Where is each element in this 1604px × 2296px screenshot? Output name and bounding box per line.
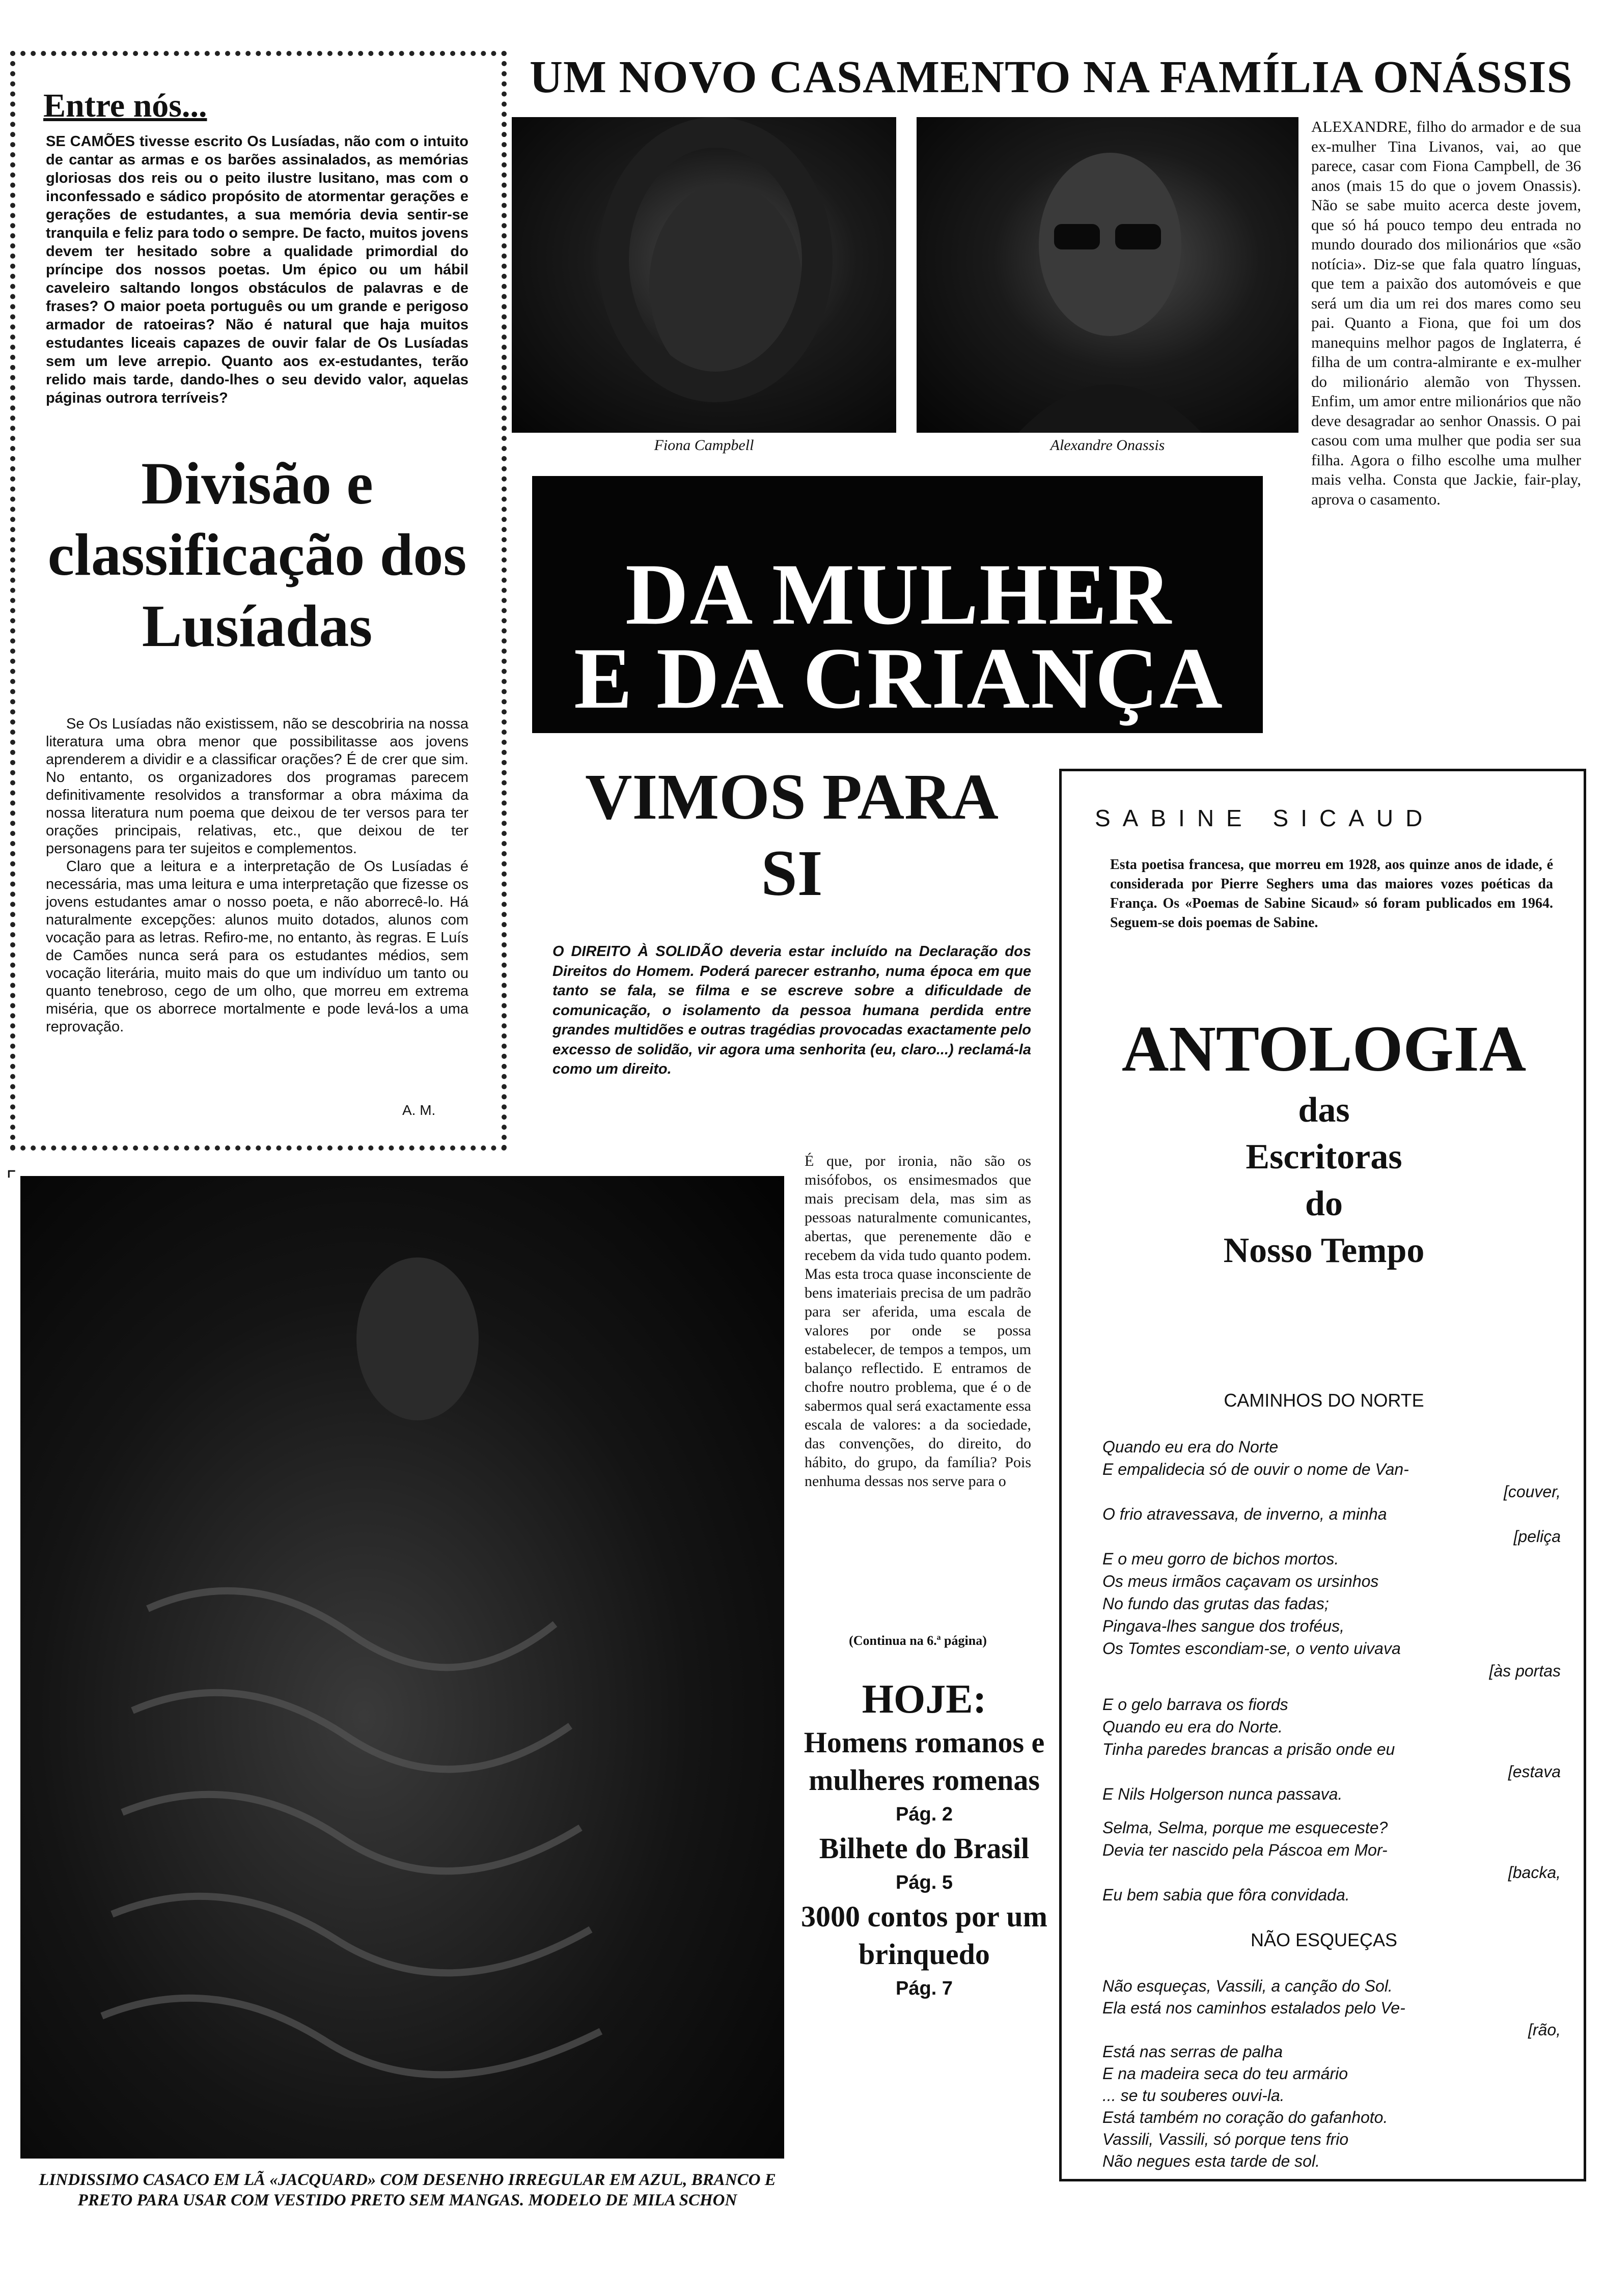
poem-title: CAMINHOS DO NORTE (1224, 1390, 1424, 1411)
poem-line: Devia ter nascido pela Páscoa em Mor- (1102, 1841, 1388, 1859)
fiona-photo (512, 117, 896, 433)
poem-line: [peliça (1513, 1527, 1561, 1546)
poem-line: Ela está nos caminhos estalados pelo Ve- (1102, 1999, 1405, 2017)
alexandre-photo (917, 117, 1298, 433)
alexandre-article: ALEXANDRE, filho do armador e de sua ex-mulher Tina Livanos, vai, ao que parece, casar com Fiona Campbell, de 36 anos (mais 15 do que o jovem Onassis). Não se sabe muito acerca deste jovem, que só há pouco tempo deu entrada no mundo dourado dos milionários que «são notícia». Diz-se que fala quatro línguas, que tem a paixão dos automóveis e que será um dia um rei dos mares como seu pai. Quanto a Fiona, que foi um dos manequins melhor pagos de Inglaterra, é filha de um contra-almirante e ex-mulher do milionário alemão von Thyssen. Enfim, um amor entre milionários que não deve desagradar ao senhor Onassis. O pai casou com uma mulher que podia ser sua filha. Agora o filho escolhe uma mulher mais velha. Consta que Jackie, fair-play, aprova o casamento. (1311, 118, 1581, 508)
poem-line: E empalidecia só de ouvir o nome de Van- (1102, 1460, 1409, 1478)
antologia-das: das (1298, 1090, 1350, 1130)
fiona-caption: Fiona Campbell (654, 437, 754, 454)
banner-line-2: E DA CRIANÇA (574, 630, 1224, 727)
poem-line: Tinha paredes brancas a prisão onde eu (1102, 1740, 1395, 1758)
alexandre-caption: Alexandre Onassis (1050, 437, 1165, 454)
alexandre-portrait-shape (917, 117, 1298, 433)
divisao-paragraph: Claro que a leitura e a interpretação de Os Lusíadas é necessária, mas uma leitura e uma interpretação que fizesse os jovens estudantes amar o nosso poeta, e não aborrecê-lo. Há naturalmente excepções: alunos muito dotados, alunos com vocação para as letras. Refiro-me, no entanto, às regras. E Luís de Camões nunca será para os estudantes médios, sem vocação literária, muito mais do que um indivíduo um tanto ou quanto tenebroso, cego de um olho, que morreu em extrema miséria, que os aborrece mortalmente e pode levá-los a uma reprovação. (46, 858, 468, 1035)
poem-line: No fundo das grutas das fadas; (1102, 1594, 1329, 1613)
poem-nao-esquecas (1102, 1975, 1561, 2172)
fashion-photo-pattern (20, 1176, 784, 2159)
poem-line: Está nas serras de palha (1102, 2042, 1283, 2061)
antologia-escritoras: Escritoras (1246, 1137, 1402, 1177)
poem-line: [backa, (1508, 1863, 1561, 1882)
vimos-body: É que, por ironia, não são os misófobos, os ensimesmados que mais precisam dela, mas sim as pessoas naturalmente comunicantes, abertas, que perenemente dão e recebem da vida tudo quanto podem. Mas esta troca quase inconsciente de bens imateriais precisa de um padrão para ser aferida, uma escala de valores por onde se possa estabelecer, de tempos a tempos, um balanço reflectido. E entramos de chofre noutro problema, que é o de sabermos qual será exactamente essa escala de valores: a da sociedade, das convenções, do direito, do hábito, do grupo, da família? Pois nenhuma dessas nos serve para o (805, 1153, 1031, 1490)
hoje-item-page: Pág. 5 (896, 1872, 953, 1893)
entre-nos-title: Entre nós... (43, 87, 207, 124)
section-banner (532, 476, 1263, 733)
vimos-title: VIMOS PARA SI (585, 761, 999, 909)
continua-note: (Continua na 6.ª página) (849, 1633, 987, 1648)
antologia-nosso-tempo: Nosso Tempo (1223, 1231, 1425, 1270)
hoje-item: Bilhete do Brasil (819, 1832, 1030, 1865)
poem-line: Os meus irmãos caçavam os ursinhos (1102, 1572, 1379, 1590)
poem-line: E o meu gorro de bichos mortos. (1102, 1550, 1339, 1568)
poem-line: Os Tomtes escondiam-se, o vento uivava (1102, 1639, 1401, 1658)
poem-line: O frio atravessava, de inverno, a minha (1102, 1505, 1387, 1523)
poem-line: [estava (1508, 1762, 1561, 1781)
entre-nos-body: SE CAMÕES tivesse escrito Os Lusíadas, não com o intuito de cantar as armas e os barões assinalados, as memórias gloriosas dos reis ou o peito ilustre lusitano, mas com o inconfessado e sádico propósito de atormentar gerações e gerações de estudantes, a sua memória devia sentir-se tranquila e feliz para todo o sempre. De facto, muitos jovens devem ter hesitado sobre a qualidade primordial do príncipe dos nossos poetas. Um épico ou um hábil caveleiro saltando longos obstáculos de palavras e de frases? O maior poeta português ou um grande e perigoso armador de ratoeiras? Não é natural que haja muitos estudantes liceais capazes de ouvir falar de Os Lusíadas sem um leve arrepio. Quanto aos ex-estudantes, terão relido mais tarde, dando-lhes o seu devido valor, aquelas páginas outrora terríveis? (46, 133, 468, 406)
fashion-photo (20, 1176, 784, 2159)
poem-line: E Nils Holgerson nunca passava. (1102, 1785, 1343, 1803)
poem-line: Quando eu era do Norte (1102, 1438, 1279, 1456)
poem-line: Pingava-lhes sangue dos troféus, (1102, 1617, 1344, 1635)
banner-line-1: DA MULHER (625, 546, 1172, 643)
poem-line: [rão, (1528, 2021, 1561, 2039)
poem-title: NÃO ESQUEÇAS (1250, 1929, 1398, 1950)
poem-caminhos-do-norte (1102, 1436, 1561, 1906)
vimos-lead: O DIREITO À SOLIDÃO deveria estar incluído na Declaração dos Direitos do Homem. Poderá parecer estranho, numa época em que tanto se fala, se filma e se escreve sobre a dificuldade de comunicação, o isolamento da pessoa humana perdida entre grandes multidões e outras tragédias provocadas exactamente pelo excesso de solidão, vir agora uma senhorita (eu, claro...) reclamá-la como um direito. (552, 943, 1031, 1077)
fiona-portrait-shape (512, 117, 896, 433)
poem-line: Está também no coração do gafanhoto. (1102, 2108, 1388, 2126)
antologia-do: do (1305, 1184, 1343, 1223)
poem-line: ... se tu souberes ouvi-la. (1102, 2086, 1285, 2105)
hoje-title: HOJE: (862, 1677, 987, 1722)
hoje-item-page: Pág. 7 (896, 1978, 953, 1999)
poem-line: Não negues esta tarde de sol. (1102, 2152, 1320, 2170)
divisao-body (46, 715, 468, 1036)
antologia-title (1069, 1011, 1579, 1274)
divisao-signature: A. M. (402, 1102, 436, 1118)
poem-line: [couver, (1503, 1482, 1561, 1501)
poem-line: Quando eu era do Norte. (1102, 1718, 1283, 1736)
hoje-item: Homens romanos e mulheres romenas (804, 1726, 1045, 1797)
poem-line: E na madeira seca do teu armário (1102, 2064, 1348, 2083)
divisao-title: Divisão e classificação dos Lusíadas (47, 450, 467, 659)
corner-mark: ⌜ (6, 1167, 17, 1192)
poem-line: Selma, Selma, porque me esqueceste? (1102, 1818, 1388, 1837)
sabine-intro: Esta poetisa francesa, que morreu em 1928, aos quinze anos de idade, é considerada por Pierre Seghers uma das maiores vozes poéticas da França. Os «Poemas de Sabine Sicaud» só foram publicados em 1964. Seguem-se dois poemas de Sabine. (1110, 857, 1553, 931)
poem-line: E o gelo barrava os fiords (1102, 1695, 1288, 1714)
poem-line: [às portas (1489, 1662, 1561, 1680)
poem-line: Não esqueças, Vassili, a canção do Sol. (1102, 1977, 1393, 1995)
hoje-index (794, 1675, 1054, 2004)
antologia-word: ANTOLOGIA (1121, 1013, 1527, 1085)
sabine-name: SABINE SICAUD (1095, 805, 1435, 831)
hoje-item-page: Pág. 2 (896, 1804, 953, 1825)
fashion-photo-caption: LINDISSIMO CASACO EM LÃ «JACQUARD» COM DESENHO IRREGULAR EM AZUL, BRANCO E PRETO PARA USAR COM VESTIDO PRETO SEM MANGAS. MODELO DE MILA SCHON (39, 2171, 776, 2209)
hoje-item: 3000 contos por um brinquedo (801, 1900, 1047, 1971)
poem-line: Vassili, Vassili, só porque tens frio (1102, 2130, 1349, 2148)
divisao-paragraph: Se Os Lusíadas não existissem, não se descobriria na nossa literatura uma obra menor que possibilitasse aos jovens aprenderem a dividir e a classificar orações? É de crer que sim. No entanto, os organizadores dos programas parecem definitivamente resolvidos a transformar a obra máxima da nossa literatura num poema que deixou de ter versos para ter orações principais, relativas, etc., que deixou de ter personagens para ter sujeitos e complementos. (46, 716, 468, 857)
poem-line: Eu bem sabia que fôra convidada. (1102, 1886, 1350, 1904)
headline: UM NOVO CASAMENTO NA FAMÍLIA ONÁSSIS (530, 52, 1573, 102)
